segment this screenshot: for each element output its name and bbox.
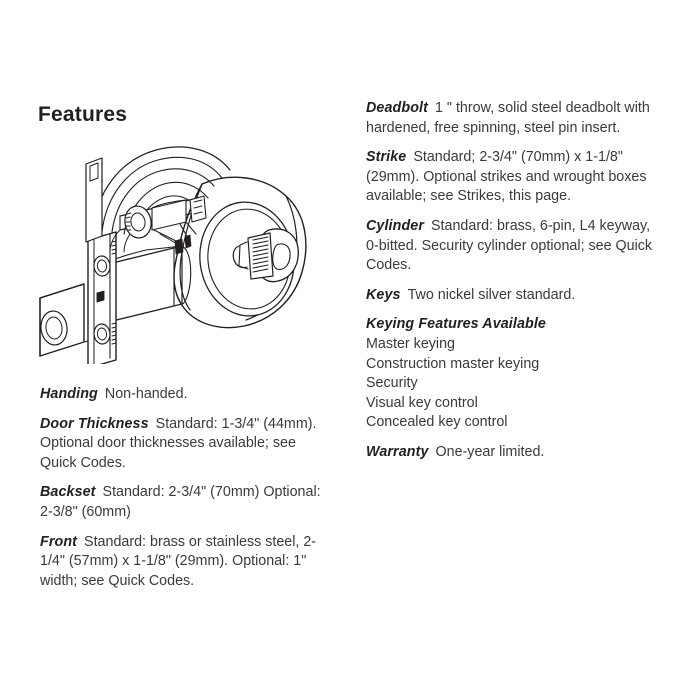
keying-features-heading: Keying Features Available — [366, 316, 546, 333]
keying-feature-item: Concealed key control — [366, 414, 508, 431]
spec-text: Standard: brass, 6-pin, L4 keyway, 0-bitted. Security cylinder optional; see Quick Codes. — [366, 217, 653, 274]
spec-text: Standard: brass or stainless steel, 2-1/4" (57mm) x 1-1/8" (29mm). Optional: 1" width; see Quick Codes. — [40, 533, 317, 589]
spec-term: Front — [40, 533, 78, 550]
spec-term: Door Thickness — [40, 415, 149, 432]
spec-term: Deadbolt — [366, 100, 428, 116]
spec-handing — [40, 385, 332, 405]
spec-deadbolt — [366, 99, 656, 138]
spec-front — [40, 533, 332, 592]
spec-text: Standard: 2-3/4" (70mm) Optional: 2-3/8" (60mm) — [40, 484, 321, 520]
spec-term: Backset — [40, 484, 96, 501]
page-title: Features — [38, 103, 128, 126]
spec-text: Standard; 2-3/4" (70mm) x 1-1/8" (29mm). Optional strikes and wrought boxes available; see Strikes, this page. — [366, 149, 647, 205]
spec-term: Warranty — [366, 443, 429, 460]
spec-warranty — [366, 443, 656, 463]
spec-text: Standard: 1-3/4" (44mm). Optional door thicknesses available; see Quick Codes. — [40, 415, 317, 471]
right-spec-column — [366, 99, 656, 463]
spec-text: Non-handed. — [104, 386, 188, 402]
spec-cylinder — [366, 217, 656, 276]
spec-keys — [366, 286, 656, 306]
keying-features-block — [366, 315, 656, 433]
spec-term: Handing — [40, 386, 98, 402]
spec-term: Cylinder — [366, 217, 425, 234]
spec-text: One-year limited. — [435, 443, 545, 460]
keying-feature-item: Security — [366, 375, 418, 392]
spec-term: Keys — [366, 286, 401, 303]
spec-text: 1 " throw, solid steel deadbolt with hardened, free spinning, steel pin insert. — [366, 100, 650, 136]
spec-backset — [40, 483, 332, 522]
left-spec-column — [40, 385, 332, 591]
deadbolt-lock-cutaway-drawing — [34, 138, 330, 364]
spec-strike — [366, 148, 656, 207]
spec-term: Strike — [366, 149, 407, 166]
keying-feature-item: Master keying — [366, 335, 455, 352]
spec-text: Two nickel silver standard. — [407, 286, 576, 303]
keying-feature-item: Visual key control — [366, 394, 478, 411]
keying-feature-item: Construction master keying — [366, 355, 540, 372]
spec-door-thickness — [40, 415, 332, 474]
